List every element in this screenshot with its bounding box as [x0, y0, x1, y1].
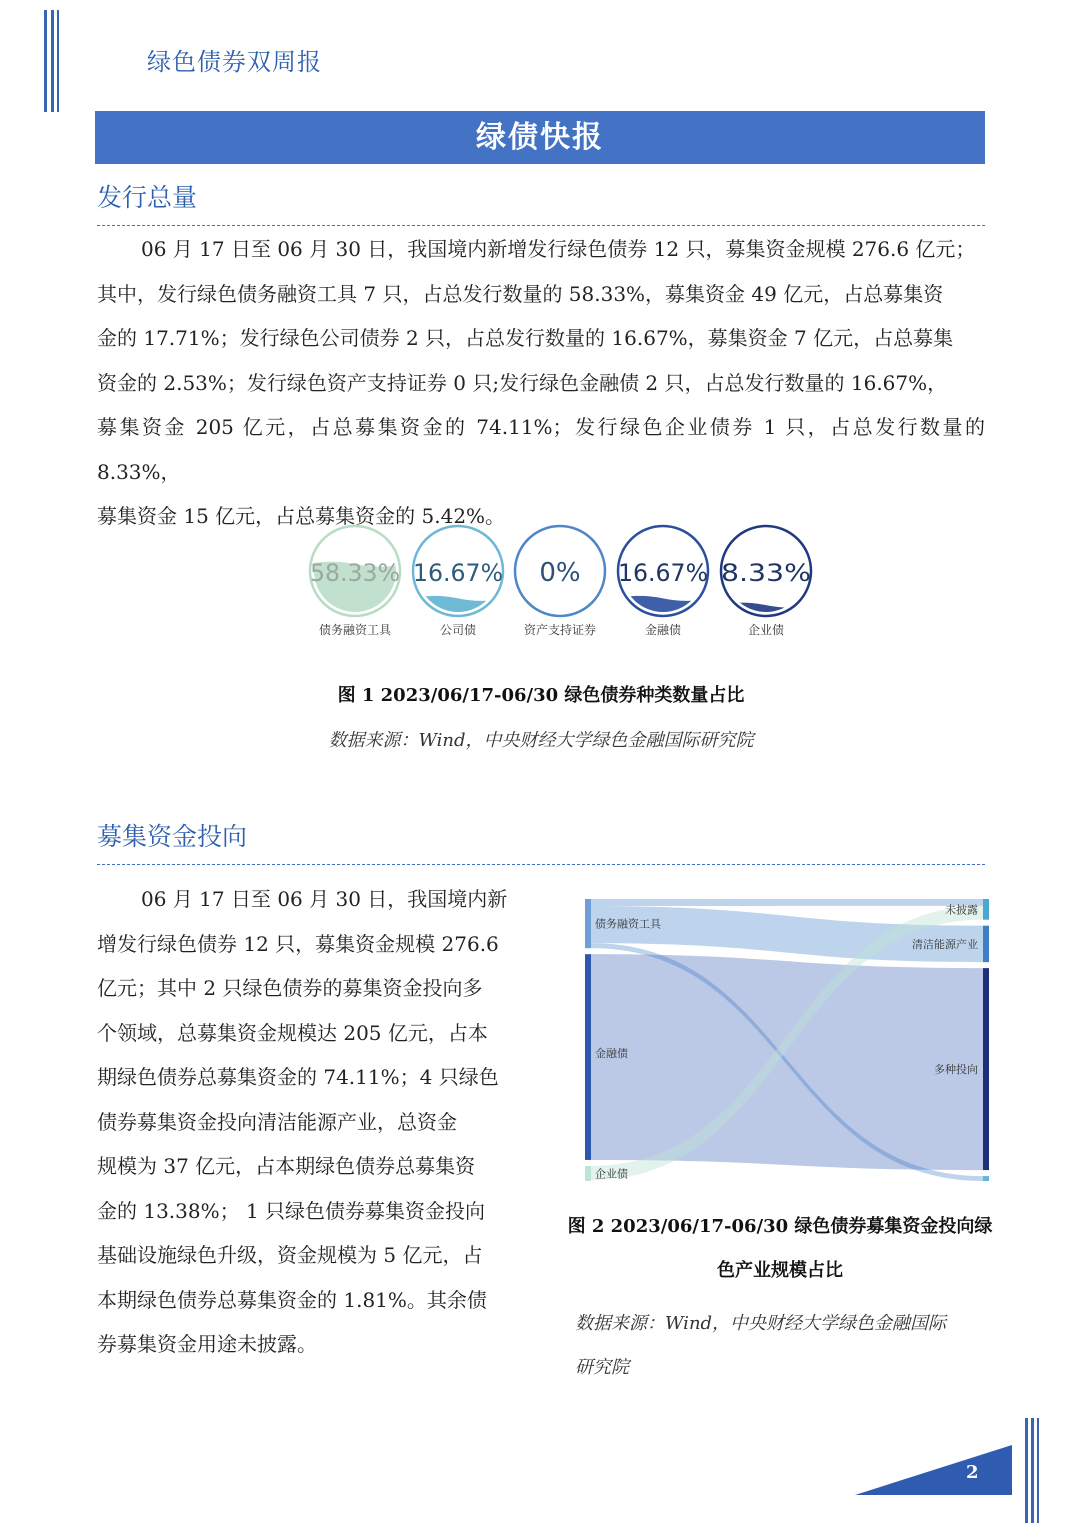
- issuance-paragraph: [97, 227, 985, 539]
- sankey-target-node: [983, 926, 989, 962]
- sankey-flow: [591, 899, 983, 906]
- paragraph-line: 资金的 2.53%；发行绿色资产支持证券 0 只;发行绿色金融债 2 只，占总发行数量的 16.67%，: [97, 370, 948, 395]
- fund-flow-sankey: [580, 895, 995, 1185]
- section-title-fund-use: 募集资金投向: [97, 822, 248, 851]
- source-line: 数据来源：Wind，中央财经大学绿色金融国际: [575, 1313, 947, 1334]
- header-decor-bar: [51, 10, 54, 112]
- caption-line: 图 2 2023/06/17-06/30 绿色债券募集资金投向绿: [567, 1216, 993, 1237]
- sankey-flow: [591, 954, 983, 1170]
- footer-triangle: [850, 1440, 1020, 1500]
- figure1-source: 数据来源：Wind，中央财经大学绿色金融国际研究院: [328, 730, 754, 751]
- sankey-source-node: [585, 1166, 591, 1181]
- footer-decor-bar: [1025, 1418, 1028, 1523]
- sankey-target-node: [983, 1176, 989, 1181]
- sankey-source-node: [585, 899, 591, 948]
- sankey-target-label: 多种投向: [934, 1063, 978, 1077]
- gauge-label: 金融债: [644, 623, 681, 637]
- report-title: 绿色债券双周报: [147, 48, 322, 76]
- liquid-gauge: [307, 523, 403, 619]
- gauge-label: 债务融资工具: [318, 623, 391, 637]
- paragraph-line: 募集资金 205 亿元，占总募集资金的 74.11%；发行绿色企业债券 1 只，占总发行数量的 8.33%，: [97, 415, 985, 484]
- gauge-value: 16.67%: [618, 559, 708, 587]
- paragraph-line: 其中，发行绿色债务融资工具 7 只，占总发行数量的 58.33%，募集资金 49 亿元，占总募集资: [97, 281, 944, 306]
- paragraph-line: 个领域，总募集资金规模达 205 亿元，占本: [97, 1020, 488, 1045]
- sankey-source-label: 债务融资工具: [595, 917, 661, 931]
- section-divider: [97, 864, 985, 865]
- section-title-issuance: 发行总量: [97, 183, 198, 212]
- liquid-gauge: [718, 523, 814, 619]
- figure2-caption: [562, 1212, 998, 1282]
- liquid-gauge: [512, 523, 608, 619]
- bubble-0: [305, 523, 405, 638]
- sankey-target-label: 清洁能源产业: [912, 937, 978, 951]
- paragraph-line: 募集资金 15 亿元，占总募集资金的 5.42%。: [97, 504, 506, 528]
- paragraph-line: 增发行绿色债券 12 只，募集资金规模 276.6: [97, 931, 499, 956]
- bubble-4: [716, 523, 816, 638]
- paragraph-line: 本期绿色债券总募集资金的 1.81%。其余债: [97, 1287, 487, 1312]
- footer-decor-bar: [1037, 1418, 1039, 1523]
- caption-line: 色产业规模占比: [717, 1260, 843, 1281]
- gauge-label: 资产支持证券: [523, 623, 596, 637]
- liquid-gauge: [615, 523, 711, 619]
- sankey-target-node: [983, 899, 989, 920]
- gauge-label: 公司债: [439, 623, 476, 637]
- paragraph-line: 06 月 17 日至 06 月 30 日，我国境内新: [141, 887, 508, 911]
- banner-title: 绿债快报: [95, 111, 985, 164]
- paragraph-line: 规模为 37 亿元，占本期绿色债券总募集资: [97, 1154, 476, 1178]
- bubble-1: [408, 523, 508, 638]
- sankey-target-label: 未披露: [945, 903, 978, 917]
- page-number: 2: [966, 1462, 979, 1483]
- gauge-label: 企业债: [747, 623, 784, 637]
- paragraph-line: 亿元；其中 2 只绿色债券的募集资金投向多: [97, 976, 483, 1000]
- section-divider: [97, 225, 985, 226]
- fund-use-paragraph: [97, 877, 509, 1367]
- gauge-value: 58.33%: [310, 559, 400, 587]
- bubble-3: [613, 523, 713, 638]
- liquid-gauge: [410, 523, 506, 619]
- paragraph-line: 06 月 17 日至 06 月 30 日，我国境内新增发行绿色债券 12 只，募集资金规模 276.6 亿元；: [141, 237, 976, 261]
- sankey-source-node: [585, 954, 591, 1160]
- paragraph-line: 期绿色债券总募集资金的 74.11%；4 只绿色: [97, 1065, 499, 1089]
- paragraph-line: 金的 17.71%；发行绿色公司债券 2 只，占总发行数量的 16.67%，募集资金 7 亿元，占总募集: [97, 326, 954, 350]
- sankey-source-label: 企业债: [595, 1167, 628, 1181]
- figure1-caption: 图 1 2023/06/17-06/30 绿色债券种类数量占比: [337, 685, 745, 706]
- paragraph-line: 金的 13.38%； 1 只绿色债券募集资金投向: [97, 1198, 486, 1223]
- sankey-source-label: 金融债: [595, 1047, 628, 1061]
- sankey-target-node: [983, 968, 989, 1170]
- gauge-value: 8.33%: [721, 559, 811, 587]
- header-decor-bar: [44, 10, 47, 112]
- source-line: 研究院: [575, 1357, 629, 1378]
- paragraph-line: 债券募集资金投向清洁能源产业，总资金: [97, 1109, 457, 1134]
- footer-decor-bar: [1031, 1418, 1034, 1523]
- header-decor-bar: [57, 10, 59, 112]
- paragraph-line: 券募集资金用途未披露。: [97, 1332, 317, 1356]
- gauge-value: 16.67%: [413, 559, 503, 587]
- gauge-value: 0%: [539, 558, 581, 588]
- bubble-2: [510, 523, 610, 638]
- paragraph-line: 基础设施绿色升级，资金规模为 5 亿元，占: [97, 1243, 483, 1267]
- figure2-source: [575, 1302, 995, 1390]
